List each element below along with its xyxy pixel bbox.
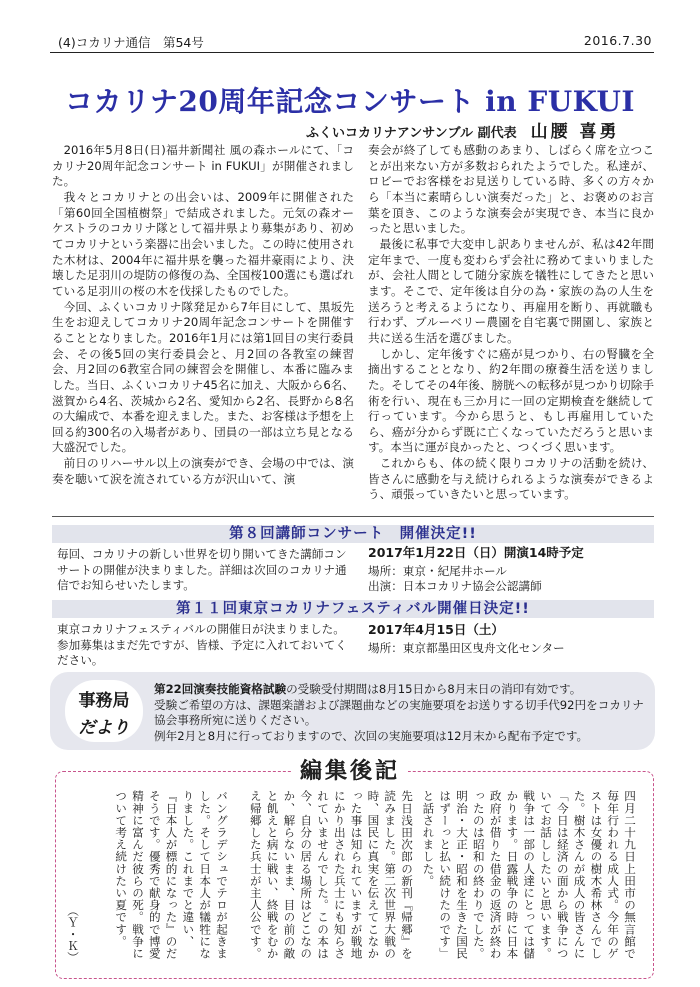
article-title: コカリナ20周年記念コンサート in FUKUI	[64, 85, 636, 118]
postscript-signature: （Ｙ・Ｋ）	[66, 905, 80, 963]
office-news-badge	[65, 680, 143, 742]
exam-name: 第22回演奏技能資格試験	[154, 682, 287, 696]
issue-date: 2016.7.30	[583, 33, 652, 48]
paragraph: 我々とコカリナとの出会いは、2009年に開催された「第60回全国植樹祭」で結成されました。元気の森オーケストラのコカリナ隊として福井県より募集があり、初めてコカリナという楽器に出会いました。この時に使用された木材は、2004年に福井県を襲った福井豪雨により、決壊した足羽川の堤防の修復の為、全国桜100選にも選ばれている足羽川の桜の木を伐採したものでした。	[52, 189, 354, 298]
announce2-text: 東京コカリナフェスティバルの開催日が決まりました。参加募集はまだ先ですが、皆様、予定に入れておいてください。	[57, 622, 347, 667]
exam-schedule: 例年2月と8月に行っておりますので、次回の実施要項は12月末から配布予定です。	[154, 728, 589, 743]
announce2-details	[368, 622, 658, 656]
article-column-left	[52, 143, 354, 487]
announce1-performers: 出演：日本コカリナ協会公認講師	[368, 579, 542, 593]
announce1-title: 第８回講師コンサート 開催決定!!	[52, 525, 654, 543]
article-column-right	[368, 143, 654, 503]
paragraph: 最後に私事で大変申し訳ありませんが、私は42年間定年まで、一度も変わらず会社に務めてまいりましたが、会社人間として随分家族を犠牲にしてきたと思います。そこで、定年後は自分の為・家族の為の人生を送ろうと考えるようになり、再雇用を断り、再就職も行わず、ブルーベリー農園を自宅裏で開園し、家族と共に送る生活を選びました。	[368, 236, 654, 345]
article-byline	[306, 117, 620, 142]
announce2-date: 2017年4月15日（土）	[368, 622, 504, 637]
exam-period: の受験受付期間は8月15日から8月末日の消印有効です。	[286, 682, 582, 696]
badge-line1: 事務局	[78, 691, 130, 711]
paragraph: 前日のリハーサル以上の演奏ができ、会場の中では、演奏を聴いて涙を流されている方が沢山いて、演	[52, 456, 354, 486]
header-rule	[50, 52, 654, 53]
byline-name: 山腰 喜勇	[530, 122, 620, 142]
exam-application: 受験ご希望の方は、課題楽譜および課題曲などの実施要項をお送りする切手代92円をコカリナ協会事務所宛に送りください。	[154, 697, 644, 727]
announce1-text: 毎回、コカリナの新しい世界を切り開いてきた講師コンサートの開催が決まりました。詳細は次回のコカリナ通信でお知らせいたします。	[57, 547, 347, 592]
announce1-date: 2017年1月22日（日）開演14時予定	[368, 545, 584, 560]
office-news-text	[154, 682, 646, 744]
paragraph: これからも、体の続く限りコカリナの活動を続け、皆さんに感動を与え続けられるような演奏ができるよう、頑張っていきたいと思っています。	[368, 456, 654, 502]
postscript-paragraph-2: 先日浅田次郎の新刊『帰郷』を読みました。第二次世界大戦の時、国民に真実を伝えてこなかった事は知られていますが戦地にかり出された兵士にも知らされていませんでした。この本は今、自分の居る場所はどこなのか、解らないまま、目の前の敵と飢えと病に戦い、終戦をむかえ帰郷した兵士が主人公です。	[248, 790, 414, 960]
byline-role: ふくいコカリナアンサンブル 副代表	[306, 126, 517, 141]
announce1-venue: 場所：東京・紀尾井ホール	[368, 563, 507, 578]
announce1-details	[368, 545, 658, 595]
section-divider	[52, 516, 654, 517]
paragraph: 奏会が終了しても感動のあまり、しばらく席を立つことが出来ない方が多数おられたようでした。私達が、ロビーでお客様をお見送りしている時、多くの方々から「本当に素晴らしい演奏だった」と、お褒めのお言葉を頂き、このような演奏会が実現でき、本当に良かったと思いました。	[368, 143, 654, 236]
issue-label: (4)コカリナ通信 第54号	[58, 35, 204, 50]
postscript-title-text: 編集後記	[292, 759, 408, 784]
postscript-paragraph-3: バングラデシュでテロが起きました。そして日本人が犠牲になりました。これまでと違い、『日本人が標的になった』のだそうです。優秀で献身的で博愛精神に富んだ彼らの死。戦争について考え続けたい夏です。	[114, 790, 229, 960]
postscript-paragraph-1: 四月二十九日上田市の無言館で毎年行われる成人式。今年のゲストは女優の樹木希林さんでした。樹木さんが成人の皆さんに「今日は経済の面から戦争についてお話ししたいと思います。戦争は一部の人達にとっては儲かります。日露戦争の時に日本政府が借りた借金の返済が終わったのは昭和の終わりでした。明治・大正・昭和を生きた国民はずーっと払い続けたのです」と話されました。	[421, 790, 637, 960]
announce2-title: 第１１回東京コカリナフェスティバル開催日決定!!	[52, 600, 654, 618]
paragraph: しかし、定年後すぐに癌が見つかり、右の腎臓を全摘出することとなり、約2年間の療養生活を送りました。そしてその4年後、膀胱への転移が見つかり切除手術を行い、現在も三か月に一回の定期検査を継続して行っています。今から思うと、もし再雇用していたら、癌が分からず既に亡くなっていただろうと思います。本当に運が良かったと、つくづく思います。	[368, 346, 654, 455]
editor-postscript-title	[0, 754, 700, 785]
paragraph: 今回、ふくいコカリナ隊発足から7年目にして、黒坂先生をお迎えしてコカリナ20周年記念コンサートを開催することとなりました。2016年1月には第1回目の実行委員会、その後5回の実行委員会と、月2回の各教室の練習会、月2回の6教室合同の練習会を開催し、本番に臨みました。当日、ふくいコカリナ45名に加え、大阪から6名、滋賀から4名、茨城から2名、愛知から2名、長野から8名の大編成で、本番を迎えました。また、お客様は予想を上回る約300名の入場者があり、団員の一部は立ち見となる大盛況でした。	[52, 299, 354, 455]
paragraph: 2016年5月8日(日)福井新聞社 風の森ホールにて、「コカリナ20周年記念コンサート in FUKUI」が開催されました。	[52, 143, 354, 189]
badge-line2: だより	[78, 718, 130, 738]
announce2-venue: 場所：東京都墨田区曳舟文化センター	[368, 640, 565, 655]
